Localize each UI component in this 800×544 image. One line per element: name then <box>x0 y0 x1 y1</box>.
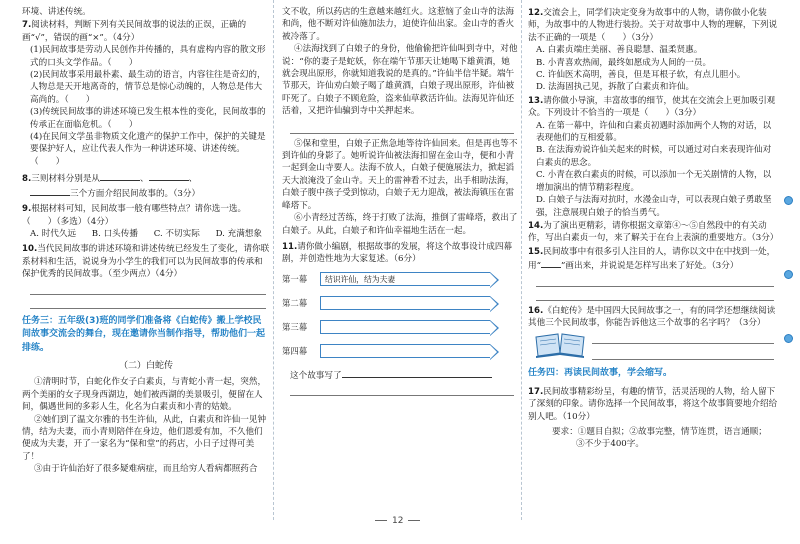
scene-row-4 <box>282 340 518 362</box>
answer-line[interactable] <box>592 349 774 360</box>
scene-arrow[interactable] <box>320 296 490 310</box>
answer-blank[interactable] <box>149 171 189 181</box>
question-7: 7.阅读材料，判断下列有关民间故事的说法的正误，正确的画“√”，错误的画“×”。（4分） <box>22 20 247 43</box>
open-book-icon <box>534 331 586 359</box>
scene-row-2 <box>282 292 518 314</box>
q17-requirements: ③不少于400字。 <box>576 439 644 450</box>
text-line: 环境、讲述传统。 <box>22 7 91 17</box>
story-title: （二）白蛇传 <box>118 361 173 372</box>
column-right <box>528 6 778 451</box>
answer-blank[interactable] <box>30 186 70 196</box>
option-c[interactable]: C. 小青在救白素贞的时候，可以添加一个无关剧情的人物，以增加演出的情节精彩程度。 <box>536 170 772 193</box>
option-c[interactable]: C. 许仙医术高明，善良，但是耳根子软，有点儿胆小。 <box>536 70 746 81</box>
binding-hole-marker <box>784 334 793 343</box>
scene-label: 第一幕 <box>282 273 308 284</box>
option-a[interactable]: A. 在第一幕中，许仙和白素贞初遇时添加两个人物的对话，以表现他们的互相爱慕。 <box>536 120 772 144</box>
option-a[interactable]: A. 时代久远 <box>30 228 77 239</box>
question-7-item: (1)民间故事是劳动人民创作并传播的，具有虚构内容的散文形式的口头文学作品。（ ） <box>30 45 266 68</box>
option-b[interactable]: B. 口头传播 <box>91 228 138 239</box>
question-16: 16.《白蛇传》是中国四大民间故事之一，有的同学还想继续阅读其他三个民间故事，你能告诉他这三个故事的名字吗？（3分） <box>528 305 776 328</box>
story-paragraph: ②她们到了温文尔雅的书生许仙，从此，白素贞和许仙一见钟情，结为夫妻，而小青则陪伴在身边，他们恩爱有加，不久他们便成为夫妻，开了一家名为“保和堂”的药店，小日子过得可美了！ <box>22 414 267 462</box>
scene-row-3 <box>282 316 518 338</box>
question-10: 10.当代民间故事的讲述环境和讲述传统已经发生了变化，请你联系材料和生活，说说身为小学生的我们可以为民间故事的传承和保护优秀的民间故事。（至少两点）（4分） <box>22 244 270 280</box>
answer-line[interactable] <box>536 273 774 287</box>
page-number: 12 <box>370 516 425 526</box>
column-middle <box>282 6 518 396</box>
question-13: 13.请你做小导演，丰富故事的细节，使其在交流会上更加吸引观众。下列设计不恰当的一项是（ ）（3分） <box>528 95 776 119</box>
question-7-item: (3)传统民间故事的讲述环境已发生根本性的变化，民间故事的传承正在面临危机。（ ） <box>30 107 266 130</box>
column-divider <box>521 0 523 520</box>
question-8: 8.三则材料分别是从 、 、 三个方面介绍民间故事的。（3分） <box>22 171 270 200</box>
question-7-item: (2)民间故事采用最朴素、最生动的语言，内容往往是奇幻的，人物总是天开地离奇的，情节总是惊心动魄的，人物总是伟大高尚的。（ ） <box>30 70 266 105</box>
option-c[interactable]: C. 不切实际 <box>153 228 200 239</box>
story-paragraph: 文不收，所以药店的生意越来越红火。这惹恼了金山寺的法海和尚，他不断对许仙施加法力，迫使许仙出家。金山寺的香火被冷落了。 <box>282 7 515 42</box>
scene-label: 第二幕 <box>282 297 308 308</box>
scene-arrow[interactable] <box>320 344 490 358</box>
question-11: 11.请你做小编剧，根据故事的发展，将这个故事设计成四幕剧，并创造性地为大家复述。（6分） <box>282 241 513 265</box>
option-a[interactable]: A. 白素贞端庄美丽、善良聪慧、温柔贤惠。 <box>536 45 703 56</box>
answer-line[interactable] <box>592 333 774 344</box>
answer-line[interactable] <box>290 120 514 134</box>
story-paragraph: ④法海找到了白娘子的身份，他偷偷把许仙叫到寺中，对他说：“你的妻子是蛇妖，你在端午节那天让她喝下雄黄酒，她就会现出原形，你就知道我说的是真的。”许仙半信半疑。端午节那天，许仙劝白娘子喝了雄黄酒，白娘子现出原形，许仙被吓死了。白娘子不顾危险，盗来仙草救活许仙。法海见许仙还活着，又把许仙骗到寺中关押起来。 <box>282 44 518 117</box>
story-paragraph: ①清明时节，白蛇化作女子白素贞，与青蛇小青一起，突然，两个美丽的女子现身西湖边，她们被西湖的美景吸引，便留在人间，偶遇世间的多彩人生，化名为白素贞和小青的姑娘。 <box>22 377 267 413</box>
question-14: 14.为了演出更精彩，请你根据文章第④～⑤自然段中的有关动作，写出白素贞一句，来了解关于在台上表演的重要地方。（3分） <box>528 220 779 244</box>
option-b[interactable]: B. 小青喜欢热闹，最终如愿成为人间的一员。 <box>536 57 712 68</box>
task-3-heading: 任务三：五年级(3)班的同学们准备将《白蛇传》搬上学校民间故事交流会的舞台，现在邀请你当制作指导，帮助他们一起排练。 <box>22 315 266 353</box>
underline-mark <box>541 258 561 268</box>
question-15: 15.民间故事中有很多引人注目的人，请你以文中在中找到一处，用“ ”画出来，并说说是怎样写出来了好处。（3分） <box>528 246 776 272</box>
answer-blank[interactable] <box>342 368 492 378</box>
scene-arrow[interactable]: 结识许仙，结为夫妻 <box>320 272 490 286</box>
question-9-options <box>22 228 270 240</box>
scene-label: 第四幕 <box>282 345 308 356</box>
column-left <box>22 6 270 476</box>
answer-line[interactable] <box>30 281 266 295</box>
question-9: 9.根据材料可知，民间故事一般有哪些特点？请你选一选。（ ）（多选）（4分） <box>22 204 247 227</box>
story-paragraph: ③由于许仙治好了很多疑难病症，而且给穷人看病都照药合 <box>34 464 258 475</box>
question-12: 12.交流会上，同学们决定变身为故事中的人物，请你做小化装师，为故事中的人物进行装扮。关于对故事中人物的理解，下列说法不正确的一项是（ ）（3分） <box>528 8 778 43</box>
option-d[interactable]: D. 充满想象 <box>215 228 262 239</box>
summary-prompt: 这个故事写了 <box>282 368 518 382</box>
option-d[interactable]: D. 白娘子与法海对抗时，水漫金山寺，可以表现白娘子勇敢坚强，注意展现白娘子的恰当勇气。 <box>536 195 772 218</box>
scene-label: 第三幕 <box>282 321 308 332</box>
question-7-item: (4)在民间文学虽非物质文化遗产的保护工作中，保护的关键是要保护好人，应让代表人作为一种讲述环境、讲述传统。（ ） <box>30 132 266 167</box>
binding-hole-marker <box>784 270 793 279</box>
answer-line[interactable] <box>290 382 514 396</box>
scene-row-1 <box>282 268 518 290</box>
story-paragraph: ⑥小青经过苦练，终于打败了法海，推倒了雷峰塔，救出了白娘子。从此，白娘子和许仙幸福地生活在一起。 <box>282 213 518 236</box>
q17-requirements: 要求：①题目自拟；②故事完整，情节连贯，语言通顺； <box>552 427 767 438</box>
answer-blank[interactable] <box>100 171 140 181</box>
answer-line[interactable] <box>30 295 266 309</box>
binding-hole-marker <box>784 196 793 205</box>
option-d[interactable]: D. 法海固执己见，拆散了白素贞和许仙。 <box>536 82 695 93</box>
question-17: 17.民间故事精彩纷呈，有趣的情节，活灵活现的人物，给人留下了深刻的印象。请你选择一个民间故事，将这个故事简要地介绍给别人吧。（10分） <box>528 386 778 422</box>
story-paragraph: ⑤保和堂里，白娘子正焦急地等待许仙回来。但是再也等不到许仙的身影了。她听说许仙被法海扣留在金山寺，便和小青一起到金山寺要人。法海不放人，白娘子便施展法力，掀起滔天大浪淹没了金山寺。天上的雷神看不过去，出手相助法海，白娘子腹中孩子受到惊动，白娘子无力迎战，被法海镇压在雷峰塔下。 <box>282 138 518 211</box>
option-b[interactable]: B. 在法海劝说许仙关起来的时候，可以通过对白来表现许仙对白素贞的思念。 <box>536 145 772 168</box>
scene-arrow[interactable] <box>320 320 490 334</box>
task-4-heading: 任务四：再读民间故事，学会缩写。 <box>528 368 673 379</box>
column-divider <box>273 0 275 520</box>
q16-answer-area <box>528 329 778 363</box>
answer-line[interactable] <box>536 287 774 301</box>
